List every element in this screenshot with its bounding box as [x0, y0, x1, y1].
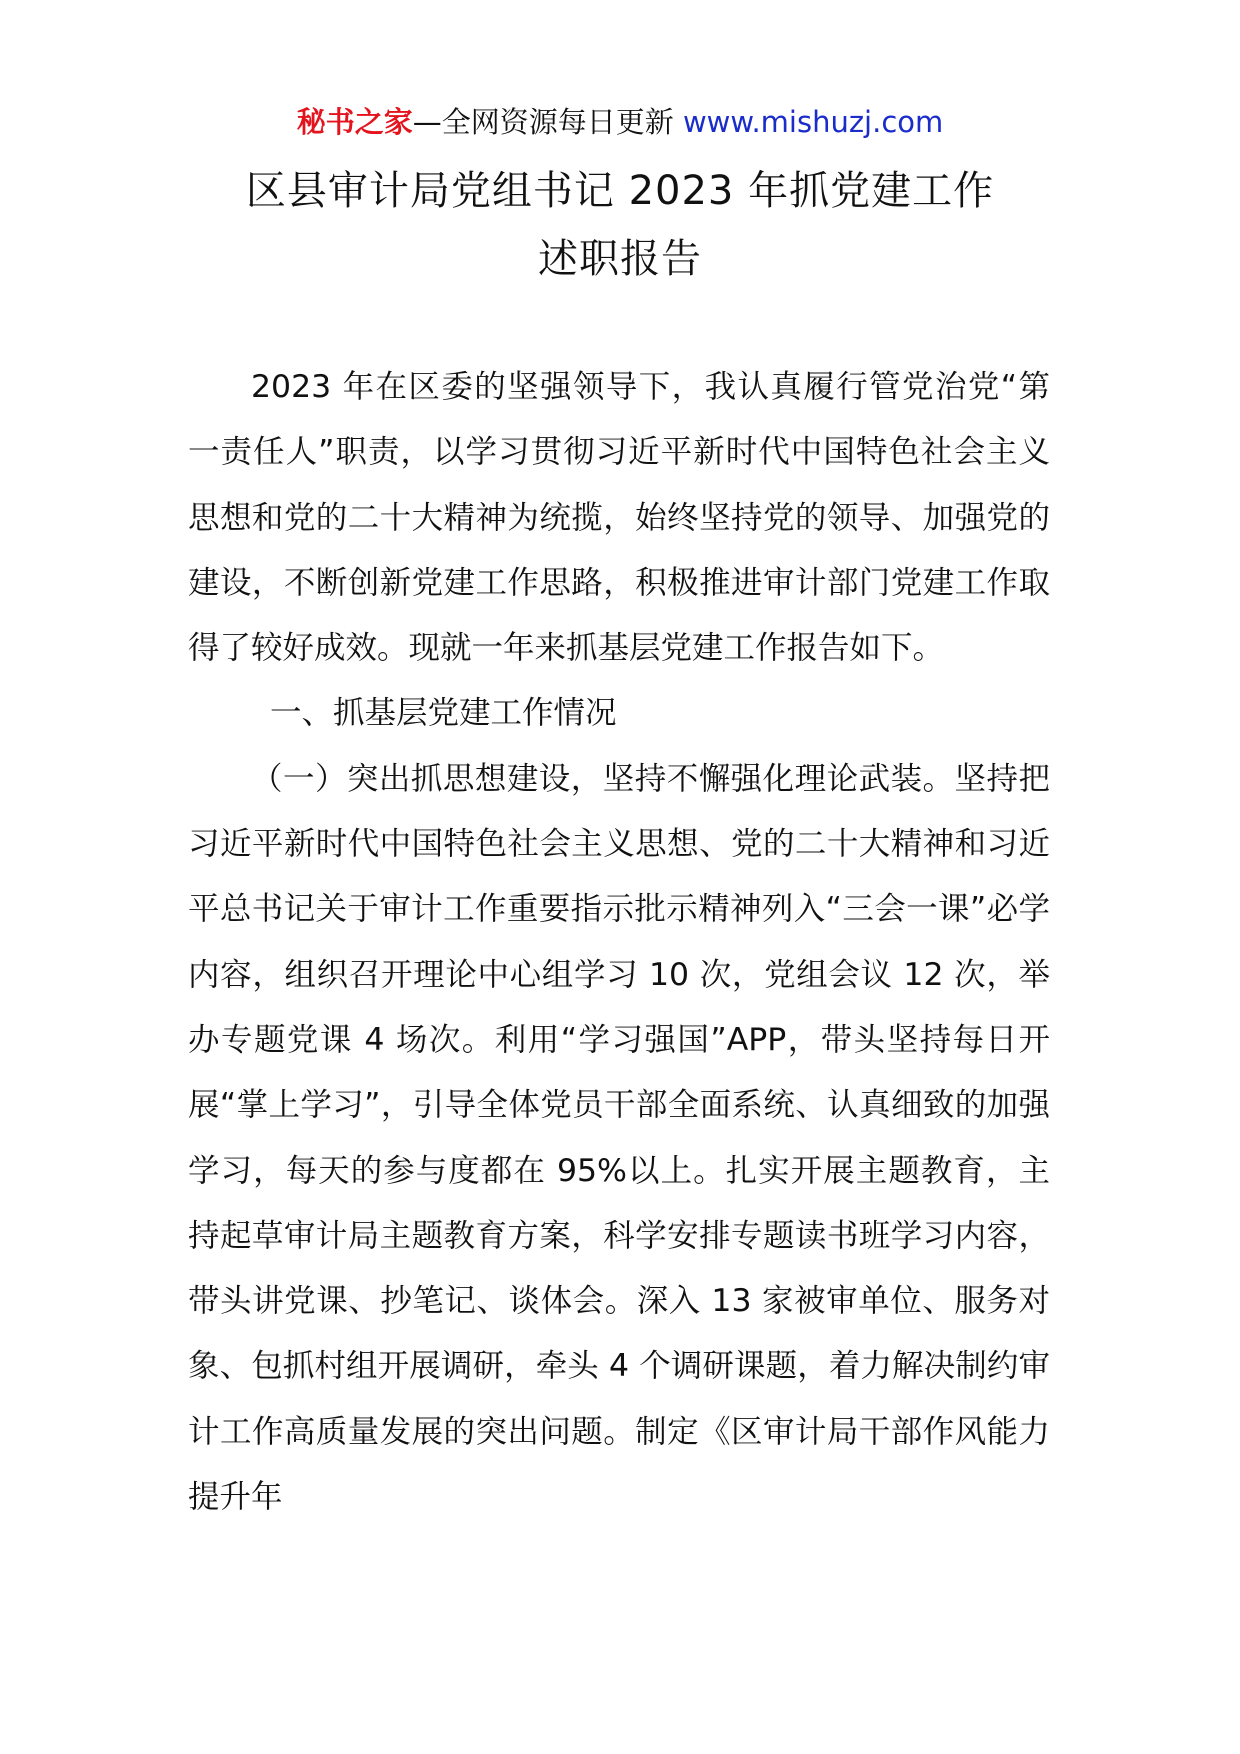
- intro-paragraph: 2023 年在区委的坚强领导下，我认真履行管党治党“第一责任人”职责，以学习贯彻习近平新时代中国特色社会主义思想和党的二十大精神为统揽，始终坚持党的领导、加强党的建设，不断创新党建工作思路，积极推进审计部门党建工作取得了较好成效。现就一年来抓基层党建工作报告如下。: [188, 369, 1050, 667]
- document-title-line-1: 区县审计局党组书记 2023 年抓党建工作: [245, 168, 995, 214]
- subsection-paragraph-1: （一）突出抓思想建设，坚持不懈强化理论武装。坚持把习近平新时代中国特色社会主义思想、党的二十大精神和习近平总书记关于审计工作重要指示批示精神列入“三会一课”必学内容，组织召开理论中心组学习 10 次，党组会议 12 次，举办专题党课 4 场次。利用“学习强国”APP，带头坚持每日开展“掌上学习”，引导全体党员干部全面系统、认真细致的加强学习，每天的参与度都在 95%以上。扎实开展主题教育，主持起草审计局主题教育方案，科学安排专题读书班学习内容，带头讲党课、抄笔记、谈体会。深入 13 家被审单位、服务对象、包抓村组开展调研，牵头 4 个调研课题，着力解决制约审计工作高质量发展的突出问题。制定《区审计局干部作风能力提升年: [188, 760, 1050, 1516]
- source-header: [0, 102, 1240, 142]
- document-title-line-2: 述职报告: [538, 236, 702, 282]
- header-url-link[interactable]: www.mishuzj.com: [682, 105, 944, 139]
- header-brand: 秘书之家: [296, 105, 413, 139]
- section-heading-1: 一、抓基层党建工作情况: [270, 695, 617, 732]
- document-body: [188, 355, 1050, 1530]
- header-tagline: —全网资源每日更新: [412, 105, 674, 139]
